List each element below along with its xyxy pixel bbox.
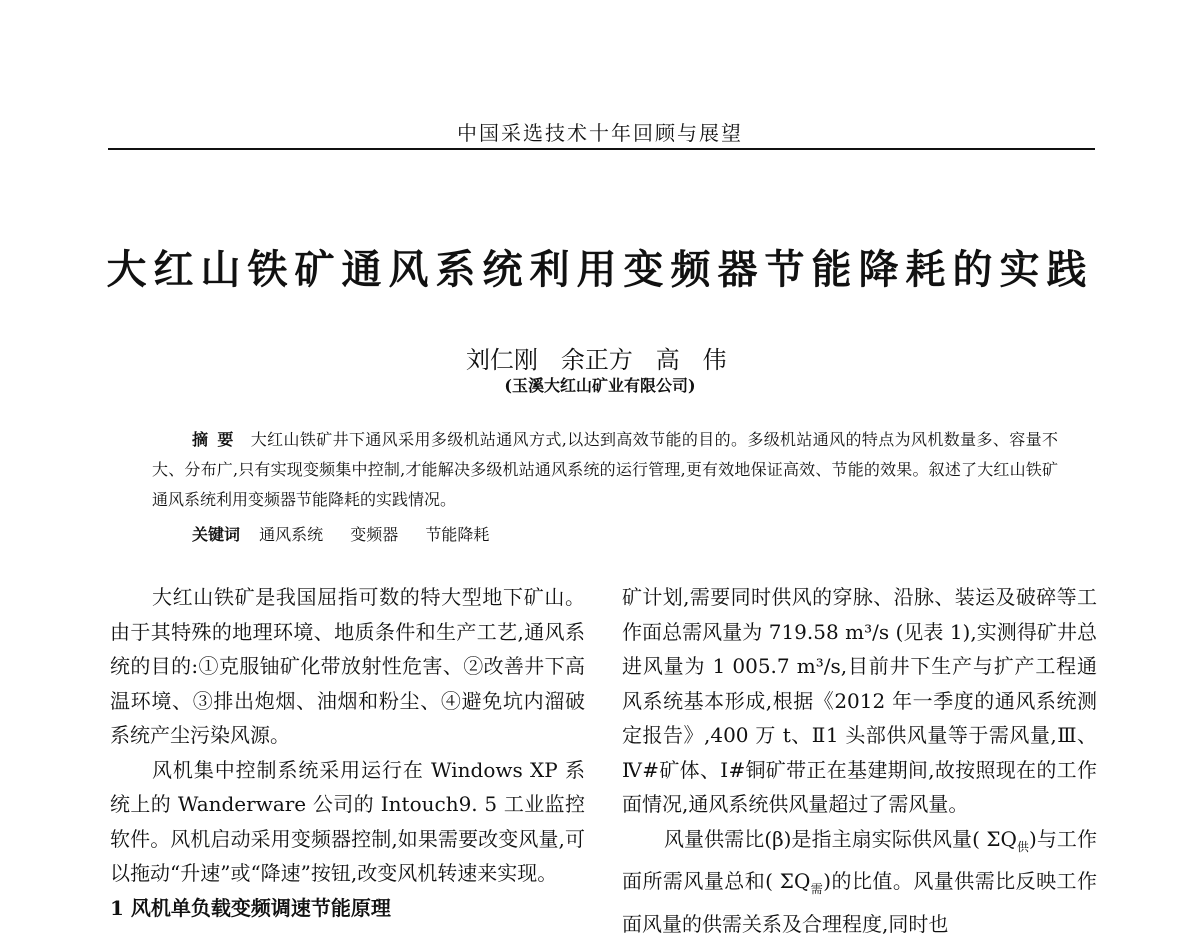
article-title: 大红山铁矿通风系统利用变频器节能降耗的实践 xyxy=(106,246,1094,293)
body-paragraph: 风机集中控制系统采用运行在 Windows XP 系统上的 Wanderware 公司的 Intouch9. 5 工业监控软件。风机启动采用变频器控制,如果需要改变风量,可以拖动“升速”或“降速”按钮,改变风机转速来实现。 xyxy=(110,757,585,885)
affiliation: (玉溪大红山矿业有限公司) xyxy=(504,376,696,395)
paragraph-fragment: )的比值。风量供需比反映工作面风量的供需关系及合理程度,同时也 xyxy=(622,869,1097,936)
header-rule xyxy=(108,148,1095,150)
keywords xyxy=(192,522,511,545)
abstract xyxy=(152,425,1058,515)
keyword-item: 节能降耗 xyxy=(425,525,490,544)
section-heading: 1 风机单负载变频调速节能原理 xyxy=(110,895,391,920)
subscript-supply: 供 xyxy=(1016,839,1029,854)
abstract-label: 摘要 xyxy=(192,430,243,449)
abstract-text: 大红山铁矿井下通风采用多级机站通风方式,以达到高效节能的目的。多级机站通风的特点为风机数量多、容量不大、分布广,只有实现变频集中控制,才能解决多级机站通风系统的运行管理,更有效地保证高效、节能的效果。叙述了大红山铁矿通风系统利用变频器节能降耗的实践情况。 xyxy=(152,430,1058,509)
running-header: 中国采选技术十年回顾与展望 xyxy=(457,121,743,145)
body-paragraph: 大红山铁矿是我国屈指可数的特大型地下矿山。由于其特殊的地理环境、地质条件和生产工艺,通风系统的目的:①克服铀矿化带放射性危害、②改善井下高温环境、③排出炮烟、油烟和粉尘、④避免坑内溜破系统产尘污染风源。 xyxy=(110,585,585,747)
body-paragraph xyxy=(622,822,1097,941)
right-column xyxy=(622,580,1097,941)
body-paragraph: 矿计划,需要同时供风的穿脉、沿脉、装运及破碎等工作面总需风量为 719.58 m³/s (见表 1),实测得矿井总进风量为 1 005.7 m³/s,目前井下生产与扩产工程通风系统基本形成,根据《2012 年一季度的通风系统测定报告》,400 万 t、Ⅱ1 头部供风量等于需风量,Ⅲ、Ⅳ#矿体、Ⅰ#铜矿带正在基建期间,故按照现在的工作面情况,通风系统供风量超过了需风量。 xyxy=(622,585,1097,816)
keyword-item: 通风系统 xyxy=(259,525,324,544)
paragraph-fragment: )与工作面所需风量总和( ΣQ xyxy=(622,826,1097,893)
authors: 刘仁刚 余正方 高 伟 xyxy=(466,346,727,374)
paragraph-fragment: 风量供需比(β)是指主扇实际供风量( ΣQ xyxy=(664,826,1017,851)
subscript-demand: 需 xyxy=(810,882,824,896)
keyword-item: 变频器 xyxy=(350,525,399,544)
keywords-label: 关键词 xyxy=(192,525,241,544)
left-column xyxy=(110,580,585,925)
